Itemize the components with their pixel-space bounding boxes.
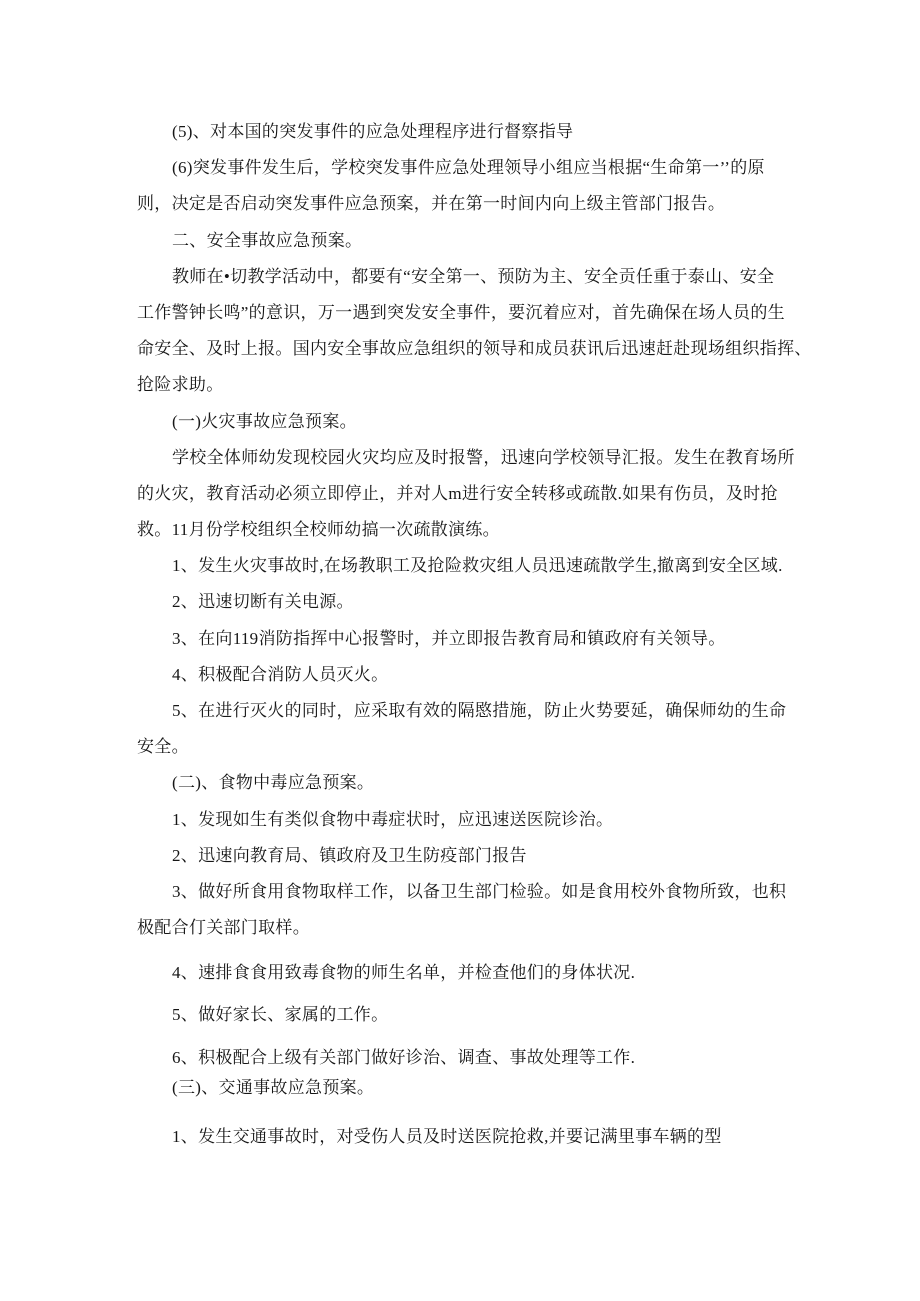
paragraph	[137, 150, 797, 222]
paragraph-section-heading	[137, 223, 797, 259]
paragraph-list-item	[137, 838, 797, 874]
text-line: 4、速排食食用致毒食物的师生名单，并检查他们的身体状况.	[172, 963, 636, 983]
text-line: 5、做好家长、家属的工作。	[172, 1004, 389, 1024]
paragraph	[137, 114, 797, 150]
text-line: 3、做好所食用食物取样工作，以备卫生部门检验。如是食用校外食物所致，也积	[172, 881, 787, 901]
text-line: 命安全、及时上报。国内安全事故应急组织的领导和成员获讯后迅速赶赴现场组织指挥、	[137, 339, 812, 359]
text-line: (5)、对本国的突发事件的应急处理程序进行督察指导	[172, 122, 574, 141]
paragraph-list-item	[137, 1119, 797, 1155]
paragraph-subsection-heading	[137, 765, 797, 801]
paragraph-subsection-heading	[137, 404, 797, 440]
paragraph-list-item	[137, 548, 797, 584]
text-line: 1、发生火灾事故时,在场教职工及抢险救灾组人员迅速疏散学生,撤离到安全区域.	[172, 556, 783, 576]
paragraph-list-item	[137, 693, 797, 765]
text-line: 安全。	[137, 737, 189, 757]
text-line: 则，决定是否启动突发事件应急预案，并在第一时间内向上级主管部门报告。	[137, 194, 726, 214]
text-line: 2、迅速切断有关电源。	[172, 592, 354, 612]
text-line: (一)火灾事故应急预案。	[172, 411, 357, 431]
paragraph-list-item	[137, 621, 797, 657]
text-line: 学校全体师幼发现校园火灾均应及时报警，迅速向学校领导汇报。发生在教育场所	[172, 447, 795, 467]
paragraph-list-item	[137, 657, 797, 693]
text-line: (6)突发事件发生后，学校突发事件应急处理领导小组应当根据“生命第一’’的原	[172, 158, 765, 178]
text-line: 工作警钟长鸣”的意识，万一遇到突发安全事件，要沉着应对，首先确保在场人员的生	[137, 302, 785, 322]
text-line: 二、安全事故应急预案。	[172, 230, 363, 250]
text-line: 1、发现如生有类似食物中毒症状时，应迅速送医院诊治。	[172, 809, 614, 829]
text-line: 极配合仃关部门取样。	[137, 918, 310, 938]
text-line: (二)、食物中毒应急预案。	[172, 773, 375, 793]
paragraph-list-item	[137, 955, 797, 991]
text-line: 3、在向119消防指挥中心报警时，并立即报告教育局和镇政府有关领导。	[172, 628, 726, 648]
paragraph	[137, 440, 797, 549]
text-line: 6、积极配合上级有关部门做好诊治、调查、事故处理等工作.	[172, 1047, 636, 1067]
paragraph-list-item	[137, 584, 797, 620]
text-line: 1、发生交通事故时，对受伤人员及时送医院抢救,并要记满里事车辆的型	[172, 1127, 722, 1147]
paragraph	[137, 259, 812, 404]
text-line: 救。11月份学校组织全校师幼搞一次疏散演练。	[137, 520, 500, 540]
text-line: 5、在进行灭火的同时，应采取有效的隔愍措施，防止火势要延，确保师幼的生命	[172, 701, 787, 720]
text-line: 4、积极配合消防人员灭火。	[172, 664, 389, 684]
text-line: (三)、交通事故应急预案。	[172, 1077, 375, 1097]
document-text-block	[137, 114, 812, 1155]
paragraph-list-item	[137, 997, 797, 1033]
text-line: 抢险求助。	[137, 375, 224, 395]
text-line: 教师在•切教学活动中，都要有“安全第一、预防为主、安全贡任重于泰山、安全	[172, 266, 775, 286]
paragraph-list-item	[137, 802, 797, 838]
paragraph-list-item	[137, 874, 797, 946]
text-line: 2、迅速向教育局、镇政府及卫生防疫部门报告	[172, 845, 527, 865]
text-line: 的火灾，教育活动必须立即停止，并对人m进行安全转移或疏散.如果有伤员，及时抢	[137, 483, 778, 503]
